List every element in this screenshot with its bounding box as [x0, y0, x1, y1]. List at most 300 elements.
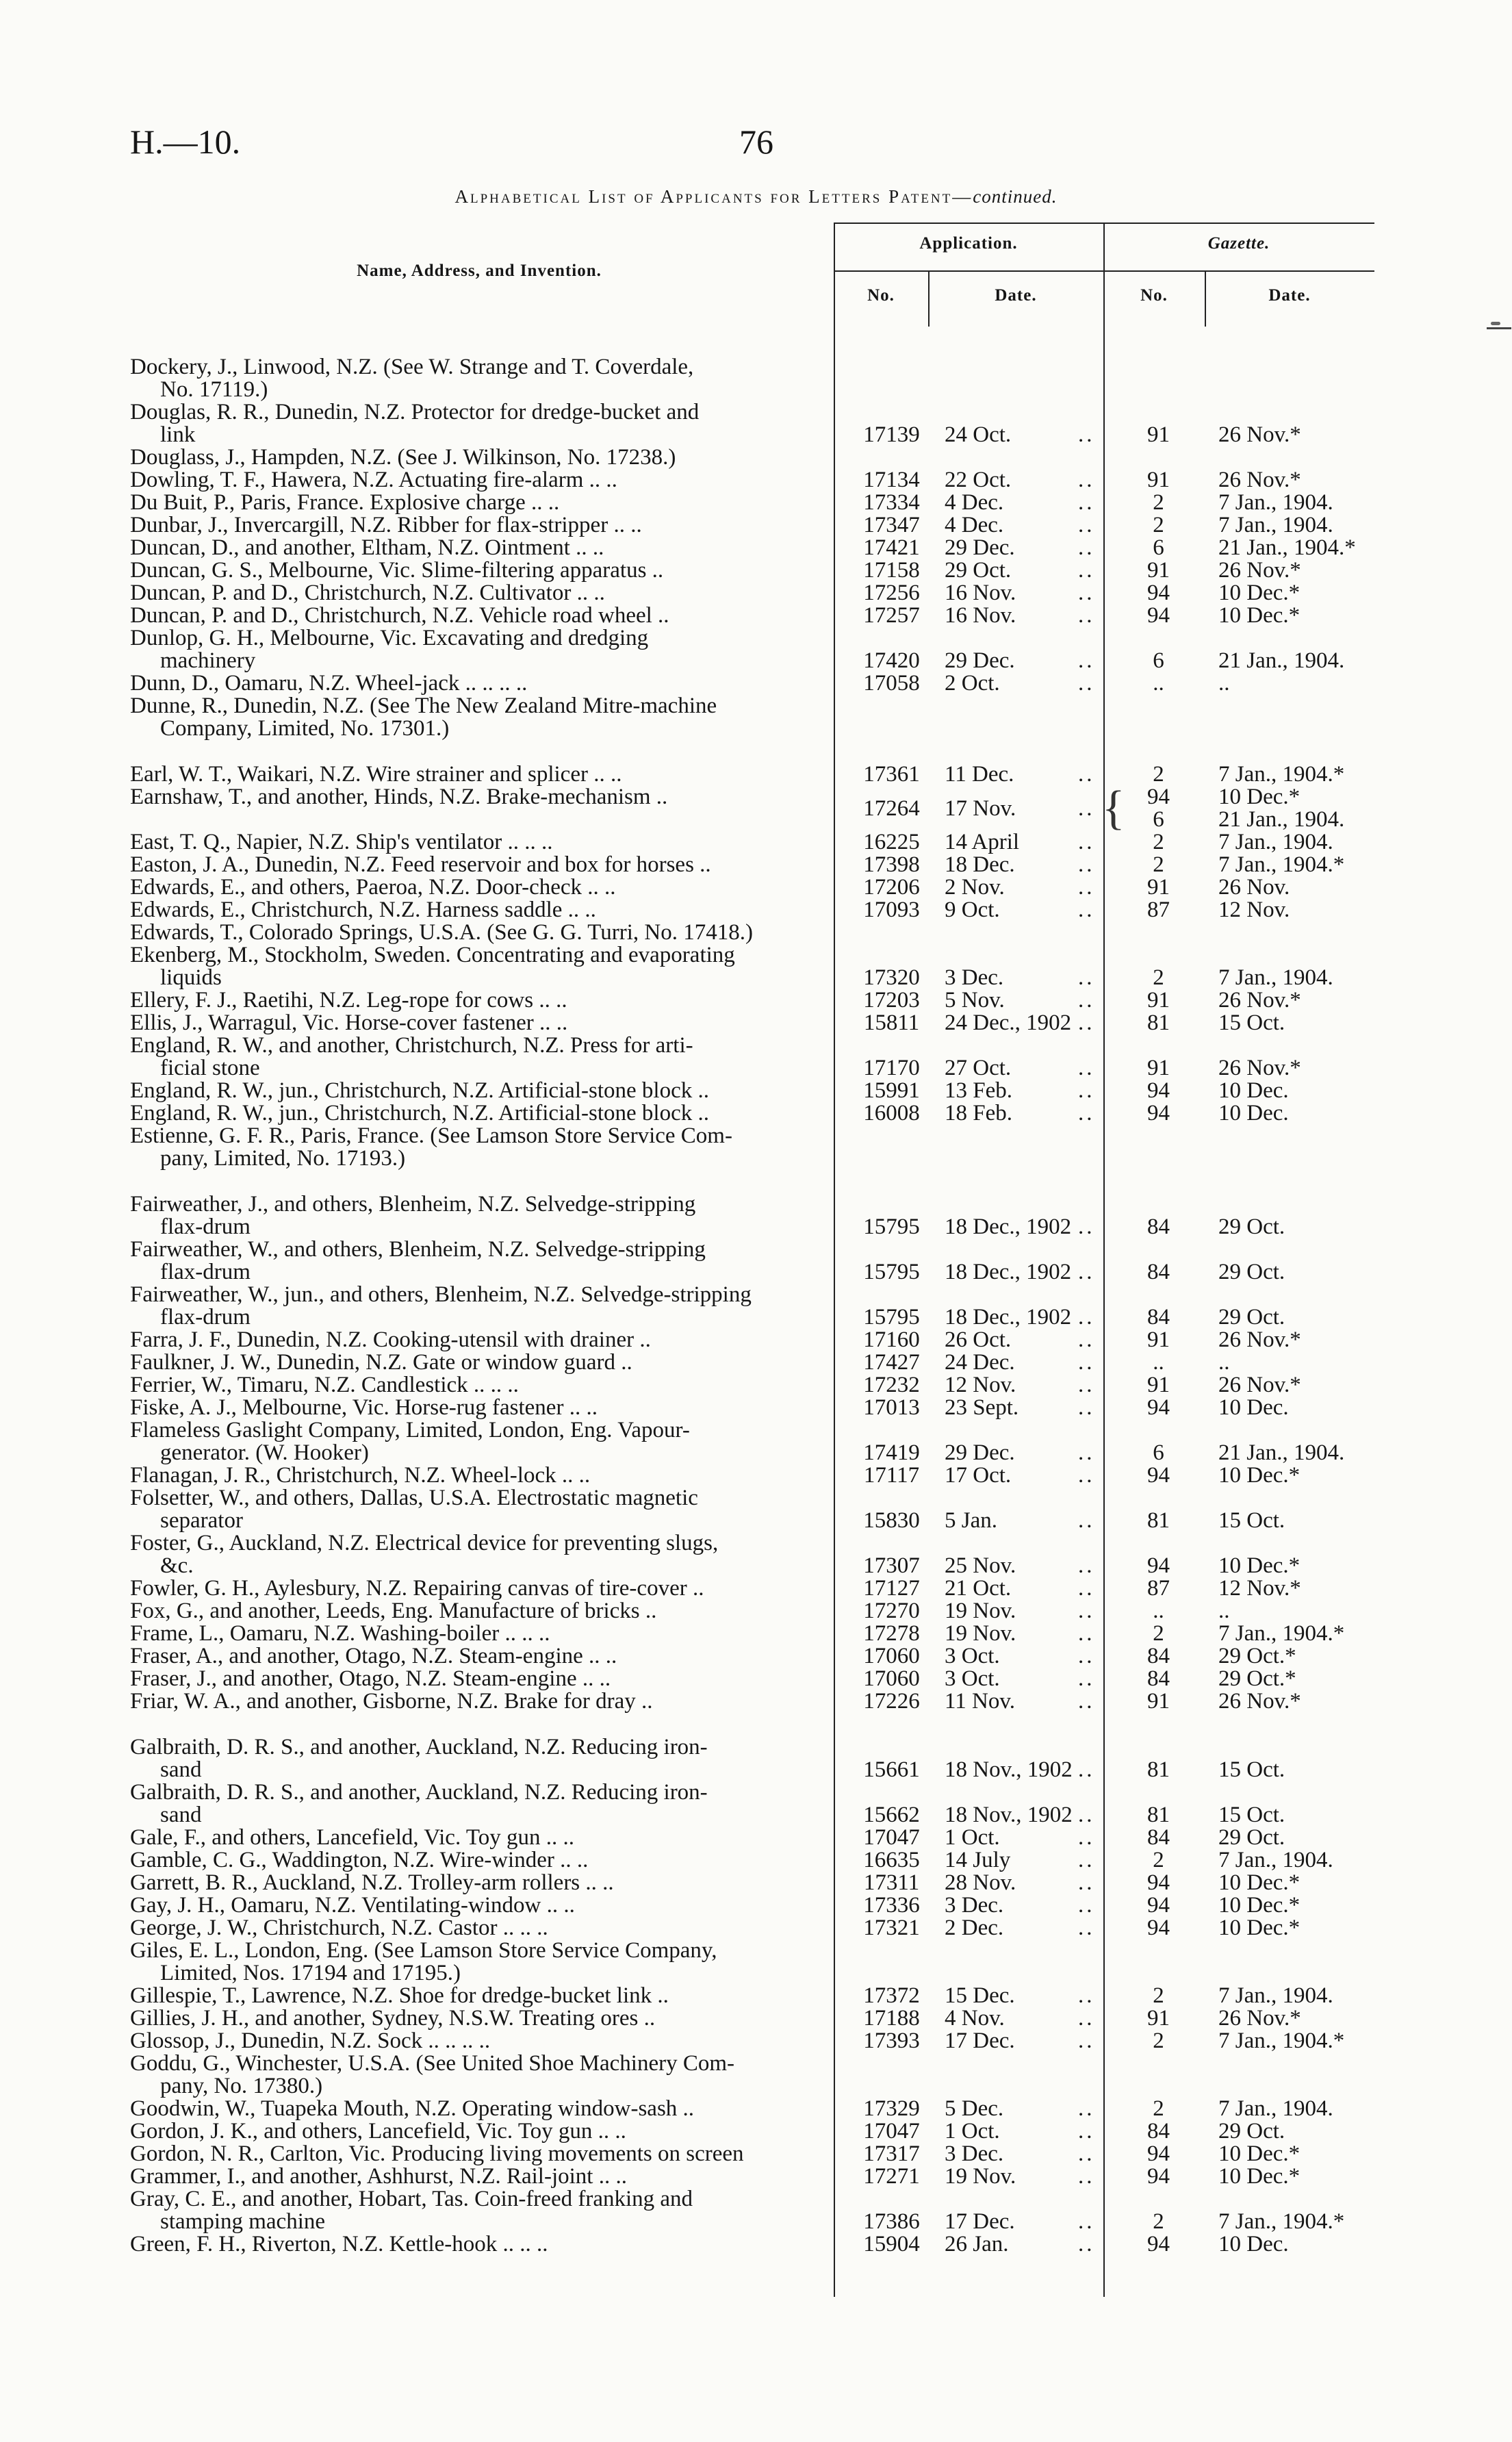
applicant-entry [130, 1668, 828, 1690]
application-number: 17320 [863, 965, 920, 990]
gazette-number: 94 [1147, 1553, 1170, 1578]
gazette-number: 91 [1147, 2006, 1170, 2031]
applicant-entry [130, 1577, 828, 1600]
application-number: 17127 [863, 1576, 920, 1601]
applicant-entry [130, 1329, 828, 1351]
application-date: 1 Oct. [945, 2119, 1000, 2144]
application-number: 17160 [863, 1327, 920, 1352]
gazette-date: 29 Oct. [1218, 1260, 1285, 1284]
application-date: 19 Nov. [945, 1621, 1016, 1646]
gazette-date: 10 Dec. [1218, 2232, 1289, 2256]
application-date: 17 Nov. [945, 796, 1016, 821]
application-number: 17321 [863, 1916, 920, 1940]
leader-dots: .. [1078, 1350, 1095, 1375]
gazette-number: 2 [1153, 1848, 1164, 1872]
table-row [0, 1374, 1512, 1397]
applicant-entry [130, 2165, 828, 2188]
table-row [0, 1736, 1512, 1781]
gazette-number: 2 [1153, 513, 1164, 537]
leader-dots: .. [1078, 1305, 1095, 1330]
applicant-text: Gordon, N. R., Carlton, Vic. Producing living movements on screen [130, 2141, 744, 2166]
application-number: 17047 [863, 1825, 920, 1850]
applicant-text: Du Buit, P., Paris, France. Explosive charge .. .. [130, 490, 560, 515]
gazette-number: 94 [1147, 2141, 1170, 2166]
table-row [0, 1034, 1512, 1080]
leader-dots: .. [1078, 1916, 1095, 1940]
leader-dots: .. [1078, 1056, 1095, 1080]
applicant-entry [130, 1102, 828, 1125]
gazette-number: 91 [1147, 1373, 1170, 1397]
applicant-entry [130, 1193, 828, 1238]
applicant-entry [130, 672, 828, 695]
gazette-number: 91 [1147, 422, 1170, 447]
applicant-entry [130, 2233, 828, 2256]
applicant-entry [130, 1623, 828, 1645]
col-header-gaz-no: No. [1140, 286, 1168, 305]
application-number: 17206 [863, 875, 920, 900]
gazette-number: 94 [1147, 785, 1170, 809]
table-row [0, 1894, 1512, 1917]
applicant-entry [130, 921, 828, 944]
application-number: 17257 [863, 603, 920, 628]
table-row [0, 1193, 1512, 1238]
title-suffix: continued. [973, 186, 1058, 207]
leader-dots: .. [1078, 1440, 1095, 1465]
applicant-text: Goodwin, W., Tuapeka Mouth, N.Z. Operating window-sash .. [130, 2096, 695, 2121]
gazette-number: 81 [1147, 1508, 1170, 1533]
gazette-date: 26 Nov.* [1218, 1373, 1301, 1397]
applicant-text: Fairweather, J., and others, Blenheim, N.Z. Selvedge-stripping [130, 1192, 696, 1217]
applicant-entry [130, 1600, 828, 1623]
application-date: 26 Oct. [945, 1327, 1012, 1352]
applicant-entry [130, 1894, 828, 1917]
leader-dots: .. [1078, 422, 1095, 447]
applicant-text: Galbraith, D. R. S., and another, Auckland, N.Z. Reducing iron- [130, 1735, 708, 1759]
application-date: 1 Oct. [945, 1825, 1000, 1850]
applicant-entry [130, 1238, 828, 1284]
leader-dots: .. [1078, 490, 1095, 515]
application-date: 16 Nov. [945, 603, 1016, 628]
applicant-entry [130, 2052, 828, 2098]
table-row [0, 2165, 1512, 2188]
leader-dots: .. [1078, 1101, 1095, 1125]
gazette-number: 94 [1147, 1101, 1170, 1125]
applicant-text: Gillies, J. H., and another, Sydney, N.S.W. Treating ores .. [130, 2006, 656, 2031]
application-number: 15662 [863, 1803, 920, 1827]
table-row [0, 1827, 1512, 1849]
application-number: 17271 [863, 2164, 920, 2189]
applicant-text: Fox, G., and another, Leeds, Eng. Manufacture of bricks .. [130, 1599, 657, 1623]
leader-dots: .. [1078, 1599, 1095, 1623]
application-number: 17256 [863, 581, 920, 605]
applicant-entry [130, 1736, 828, 1781]
title-main: Alphabetical List of Applicants for Letters Patent— [454, 186, 973, 207]
table-row [0, 1532, 1512, 1577]
applicant-text: Dowling, T. F., Hawera, N.Z. Actuating fire-alarm .. .. [130, 468, 617, 492]
application-number: 17393 [863, 2028, 920, 2053]
application-number: 17334 [863, 490, 920, 515]
application-number: 17158 [863, 558, 920, 583]
col-header-name: Name, Address, and Invention. [357, 262, 602, 280]
leader-dots: .. [1078, 2209, 1095, 2234]
application-number: 17398 [863, 852, 920, 877]
gazette-date: 26 Nov.* [1218, 1327, 1301, 1352]
gazette-number: 91 [1147, 1327, 1170, 1352]
table-row [0, 831, 1512, 854]
table-row [0, 989, 1512, 1012]
gazette-date: 10 Dec.* [1218, 2141, 1300, 2166]
applicant-entry [130, 2120, 828, 2143]
table-row [0, 2188, 1512, 2233]
gazette-date: .. [1218, 1350, 1230, 1375]
applicant-text: Dunbar, J., Invercargill, N.Z. Ribber for flax-stripper .. .. [130, 513, 642, 537]
table-row [0, 492, 1512, 514]
applicant-text-continued: stamping machine [160, 2209, 326, 2234]
applicant-text: Gordon, J. K., and others, Lancefield, Vic. Toy gun .. .. [130, 2119, 626, 2144]
applicant-entry [130, 1827, 828, 1849]
gazette-date: 21 Jan., 1904. [1218, 1440, 1345, 1465]
table-row [0, 537, 1512, 559]
table-row [0, 356, 1512, 401]
gazette-date: 29 Oct. [1218, 1305, 1285, 1330]
applicant-entry [130, 1781, 828, 1827]
applicant-text: Gay, J. H., Oamaru, N.Z. Ventilating-window .. .. [130, 1893, 575, 1918]
gazette-number: 2 [1153, 852, 1164, 877]
applicant-entry [130, 2188, 828, 2233]
table-row [0, 1668, 1512, 1690]
application-number: 16008 [863, 1101, 920, 1125]
applicant-entry [130, 831, 828, 854]
applicant-entry [130, 1849, 828, 1872]
application-date: 11 Nov. [945, 1689, 1015, 1714]
table-row [0, 1645, 1512, 1668]
applicant-entry [130, 989, 828, 1012]
gazette-number: .. [1153, 1599, 1164, 1623]
application-number: 15661 [863, 1757, 920, 1782]
leader-dots: .. [1078, 2232, 1095, 2256]
gazette-number: 87 [1147, 1576, 1170, 1601]
margin-mark [1491, 322, 1500, 325]
application-number: 17420 [863, 648, 920, 673]
group-gap [0, 740, 1512, 763]
application-date: 3 Oct. [945, 1644, 1000, 1668]
applicant-text-continued: separator [160, 1508, 243, 1533]
gazette-number: 84 [1147, 1260, 1170, 1284]
gazette-number: 91 [1147, 988, 1170, 1013]
gazette-number: 2 [1153, 1621, 1164, 1646]
application-date: 3 Dec. [945, 965, 1004, 990]
applicant-entry [130, 446, 828, 469]
application-number: 17421 [863, 535, 920, 560]
gazette-date: 29 Oct.* [1218, 1666, 1296, 1691]
gazette-date: 10 Dec. [1218, 1395, 1289, 1420]
leader-dots: .. [1078, 852, 1095, 877]
gazette-number: 6 [1153, 807, 1164, 832]
leader-dots: .. [1078, 1848, 1095, 1872]
gazette-number: .. [1153, 1350, 1164, 1375]
application-date: 27 Oct. [945, 1056, 1012, 1080]
applicant-text-continued: flax-drum [160, 1214, 251, 1239]
applicant-text: Farra, J. F., Dunedin, N.Z. Cooking-utensil with drainer .. [130, 1327, 651, 1352]
applicant-text: Ellery, F. J., Raetihi, N.Z. Leg-rope for cows .. .. [130, 988, 567, 1013]
leader-dots: .. [1078, 1260, 1095, 1284]
applicant-entry [130, 1419, 828, 1464]
applicant-text: Duncan, D., and another, Eltham, N.Z. Ointment .. .. [130, 535, 604, 560]
applicant-entry [130, 1532, 828, 1577]
application-number: 17139 [863, 422, 920, 447]
applicant-entry [130, 763, 828, 786]
application-date: 13 Feb. [945, 1078, 1012, 1103]
applicant-entry [130, 1917, 828, 1939]
leader-dots: .. [1078, 671, 1095, 696]
leader-dots: .. [1078, 1689, 1095, 1714]
application-date: 25 Nov. [945, 1553, 1016, 1578]
leader-dots: .. [1078, 2028, 1095, 2053]
page-number: 76 [739, 123, 773, 161]
table-row [0, 514, 1512, 537]
applicant-text: Glossop, J., Dunedin, N.Z. Sock .. .. .. .. [130, 2028, 491, 2053]
application-date: 12 Nov. [945, 1373, 1016, 1397]
application-number: 17060 [863, 1644, 920, 1668]
group-gap [0, 1713, 1512, 1736]
application-date: 23 Sept. [945, 1395, 1019, 1420]
applicant-text: Frame, L., Oamaru, N.Z. Washing-boiler .. .. .. [130, 1621, 550, 1646]
leader-dots: .. [1078, 468, 1095, 492]
table-row [0, 2007, 1512, 2030]
table-row [0, 1985, 1512, 2007]
gazette-date: 10 Dec. [1218, 1078, 1289, 1103]
applicant-text: England, R. W., jun., Christchurch, N.Z. Artificial-stone block .. [130, 1101, 709, 1125]
gazette-date: 29 Oct. [1218, 1214, 1285, 1239]
gazette-date: 10 Dec.* [1218, 1553, 1300, 1578]
gazette-number: 84 [1147, 1825, 1170, 1850]
leader-dots: .. [1078, 2119, 1095, 2144]
applicant-text: Fairweather, W., jun., and others, Blenheim, N.Z. Selvedge-stripping [130, 1282, 752, 1307]
gazette-number: 91 [1147, 558, 1170, 583]
applicant-text: Estienne, G. F. R., Paris, France. (See Lamson Store Service Com- [130, 1123, 732, 1148]
applicant-entry [130, 1690, 828, 1713]
application-date: 3 Oct. [945, 1666, 1000, 1691]
gazette-number: 94 [1147, 1078, 1170, 1103]
applicant-text: Gillespie, T., Lawrence, N.Z. Shoe for dredge-bucket link .. [130, 1983, 669, 2008]
applicant-text: Garrett, B. R., Auckland, N.Z. Trolley-arm rollers .. .. [130, 1870, 614, 1895]
applicant-entry [130, 605, 828, 627]
applicant-text: Douglass, J., Hampden, N.Z. (See J. Wilkinson, No. 17238.) [130, 445, 676, 470]
application-date: 9 Oct. [945, 898, 1000, 922]
applicant-text-continued: pany, No. 17380.) [160, 2074, 323, 2098]
col-header-app-no: No. [867, 286, 895, 305]
gazette-number: 81 [1147, 1803, 1170, 1827]
applicant-text: Folsetter, W., and others, Dallas, U.S.A. Electrostatic magnetic [130, 1486, 698, 1510]
leader-dots: .. [1078, 1983, 1095, 2008]
gazette-date: 7 Jan., 1904. [1218, 965, 1333, 990]
applicant-text: George, J. W., Christchurch, N.Z. Castor .. .. .. [130, 1916, 548, 1940]
table-row [0, 1125, 1512, 1170]
gazette-date: 7 Jan., 1904.* [1218, 1621, 1345, 1646]
applicant-entry [130, 944, 828, 989]
leader-dots: .. [1078, 581, 1095, 605]
application-date: 19 Nov. [945, 2164, 1016, 2189]
table-row [0, 1238, 1512, 1284]
leader-dots: .. [1078, 875, 1095, 900]
applicant-entry [130, 492, 828, 514]
table-row [0, 401, 1512, 446]
application-number: 17278 [863, 1621, 920, 1646]
applicant-text: Ferrier, W., Timaru, N.Z. Candlestick .. .. .. [130, 1373, 519, 1397]
applicant-entry [130, 1939, 828, 1985]
applicant-entry [130, 1872, 828, 1894]
application-number: 17170 [863, 1056, 920, 1080]
application-number: 17347 [863, 513, 920, 537]
table-row [0, 1917, 1512, 1939]
applicant-entry [130, 514, 828, 537]
applicant-text: Ekenberg, M., Stockholm, Sweden. Concentrating and evaporating [130, 943, 735, 967]
applicant-entry [130, 2143, 828, 2165]
applicant-text: Gale, F., and others, Lancefield, Vic. Toy gun .. .. [130, 1825, 574, 1850]
table-row [0, 2233, 1512, 2256]
gazette-date: 10 Dec.* [1218, 581, 1300, 605]
application-number: 17386 [863, 2209, 920, 2234]
application-number: 15830 [863, 1508, 920, 1533]
table-row [0, 2143, 1512, 2165]
leader-dots: .. [1078, 1508, 1095, 1533]
applicant-text-continued: machinery [160, 648, 256, 673]
applicant-entry [130, 899, 828, 921]
application-date: 18 Dec., 1902 [945, 1305, 1072, 1330]
applicant-entry [130, 1284, 828, 1329]
applicant-entry [130, 786, 828, 809]
gazette-number: 91 [1147, 1056, 1170, 1080]
gazette-date: 7 Jan., 1904. [1218, 1848, 1333, 1872]
gazette-number: 94 [1147, 1870, 1170, 1895]
table-row [0, 944, 1512, 989]
leader-dots: .. [1078, 513, 1095, 537]
leader-dots: .. [1078, 2164, 1095, 2189]
leader-dots: .. [1078, 2006, 1095, 2031]
table-row [0, 1849, 1512, 1872]
table-row [0, 876, 1512, 899]
applicant-entry [130, 469, 828, 492]
applicant-text: Friar, W. A., and another, Gisborne, N.Z. Brake for dray .. [130, 1689, 653, 1714]
table-row [0, 1419, 1512, 1464]
applicant-text: Duncan, P. and D., Christchurch, N.Z. Cultivator .. .. [130, 581, 605, 605]
gazette-number: 84 [1147, 2119, 1170, 2144]
application-date: 21 Oct. [945, 1576, 1012, 1601]
application-number: 15795 [863, 1260, 920, 1284]
leader-dots: .. [1078, 1757, 1095, 1782]
gazette-date: 26 Nov.* [1218, 422, 1301, 447]
table-row [0, 1872, 1512, 1894]
applicant-text-continued: flax-drum [160, 1260, 251, 1284]
gazette-date: 12 Nov.* [1218, 1576, 1301, 1601]
leader-dots: .. [1078, 2141, 1095, 2166]
leader-dots: .. [1078, 1870, 1095, 1895]
gazette-number: 87 [1147, 898, 1170, 922]
applicant-entry [130, 356, 828, 401]
applicant-text: England, R. W., and another, Christchurch, N.Z. Press for arti- [130, 1033, 693, 1058]
applicant-text: Edwards, E., Christchurch, N.Z. Harness saddle .. .. [130, 898, 596, 922]
applicant-text: Dunn, D., Oamaru, N.Z. Wheel-jack .. .. .. .. [130, 671, 528, 696]
applicant-entry [130, 1080, 828, 1102]
applicant-entry [130, 582, 828, 605]
gazette-number: 2 [1153, 965, 1164, 990]
applicant-text-continued: generator. (W. Hooker) [160, 1440, 369, 1465]
gazette-number: 6 [1153, 535, 1164, 560]
page-title [0, 186, 1512, 207]
application-date: 24 Dec. [945, 1350, 1015, 1375]
gazette-number: 84 [1147, 1214, 1170, 1239]
gazette-date: 10 Dec.* [1218, 1916, 1300, 1940]
table-row [0, 1939, 1512, 1985]
applicant-entry [130, 537, 828, 559]
gazette-number: 81 [1147, 1757, 1170, 1782]
applicant-entry [130, 1985, 828, 2007]
table-row [0, 1781, 1512, 1827]
applicant-entry [130, 1645, 828, 1668]
gazette-number: .. [1153, 671, 1164, 696]
gazette-date: 15 Oct. [1218, 1508, 1285, 1533]
leader-dots: .. [1078, 603, 1095, 628]
applicant-text: Dunlop, G. H., Melbourne, Vic. Excavating and dredging [130, 626, 649, 650]
table-row [0, 672, 1512, 695]
application-date: 4 Dec. [945, 490, 1004, 515]
applicant-text: Green, F. H., Riverton, N.Z. Kettle-hook .. .. .. [130, 2232, 548, 2256]
applicant-text: Ellis, J., Warragul, Vic. Horse-cover fastener .. .. [130, 1010, 568, 1035]
applicant-text: Fraser, A., and another, Otago, N.Z. Steam-engine .. .. [130, 1644, 617, 1668]
application-number: 17203 [863, 988, 920, 1013]
application-number: 17047 [863, 2119, 920, 2144]
gazette-number: 84 [1147, 1644, 1170, 1668]
leader-dots: .. [1078, 965, 1095, 990]
gazette-date: 10 Dec.* [1218, 1870, 1300, 1895]
application-date: 2 Nov. [945, 875, 1005, 900]
gazette-number: 94 [1147, 1463, 1170, 1488]
applicant-text: Fiske, A. J., Melbourne, Vic. Horse-rug fastener .. .. [130, 1395, 598, 1420]
gazette-number: 2 [1153, 830, 1164, 854]
application-number: 17361 [863, 762, 920, 787]
brace-icon: { [1102, 782, 1125, 835]
gazette-number: 81 [1147, 1010, 1170, 1035]
gazette-date: 29 Oct. [1218, 1825, 1285, 1850]
col-header-application: Application. [919, 234, 1018, 253]
gazette-number: 2 [1153, 2209, 1164, 2234]
application-number: 17311 [863, 1870, 920, 1895]
applicant-text: Fowler, G. H., Aylesbury, N.Z. Repairing canvas of tire-cover .. [130, 1576, 704, 1601]
table-row [0, 2052, 1512, 2098]
gazette-date: 26 Nov. [1218, 875, 1290, 900]
application-date: 14 July [945, 1848, 1011, 1872]
col-header-gazette: Gazette. [1207, 234, 1270, 253]
gazette-number: 94 [1147, 2164, 1170, 2189]
application-date: 22 Oct. [945, 468, 1012, 492]
leader-dots: .. [1078, 898, 1095, 922]
leader-dots: .. [1078, 1010, 1095, 1035]
applicant-text: Flanagan, J. R., Christchurch, N.Z. Wheel-lock .. .. [130, 1463, 591, 1488]
application-number: 17270 [863, 1599, 920, 1623]
applicant-entry [130, 1374, 828, 1397]
application-number: 15991 [863, 1078, 920, 1103]
leader-dots: .. [1078, 1395, 1095, 1420]
leader-dots: .. [1078, 988, 1095, 1013]
applicant-entry [130, 1351, 828, 1374]
applicant-entry [130, 559, 828, 582]
applicant-text: Douglas, R. R., Dunedin, N.Z. Protector for dredge-bucket and [130, 400, 700, 424]
table-row [0, 854, 1512, 876]
leader-dots: .. [1078, 1214, 1095, 1239]
table-row [0, 1397, 1512, 1419]
application-date: 18 Dec., 1902 [945, 1260, 1072, 1284]
applicant-list [0, 356, 1512, 2256]
